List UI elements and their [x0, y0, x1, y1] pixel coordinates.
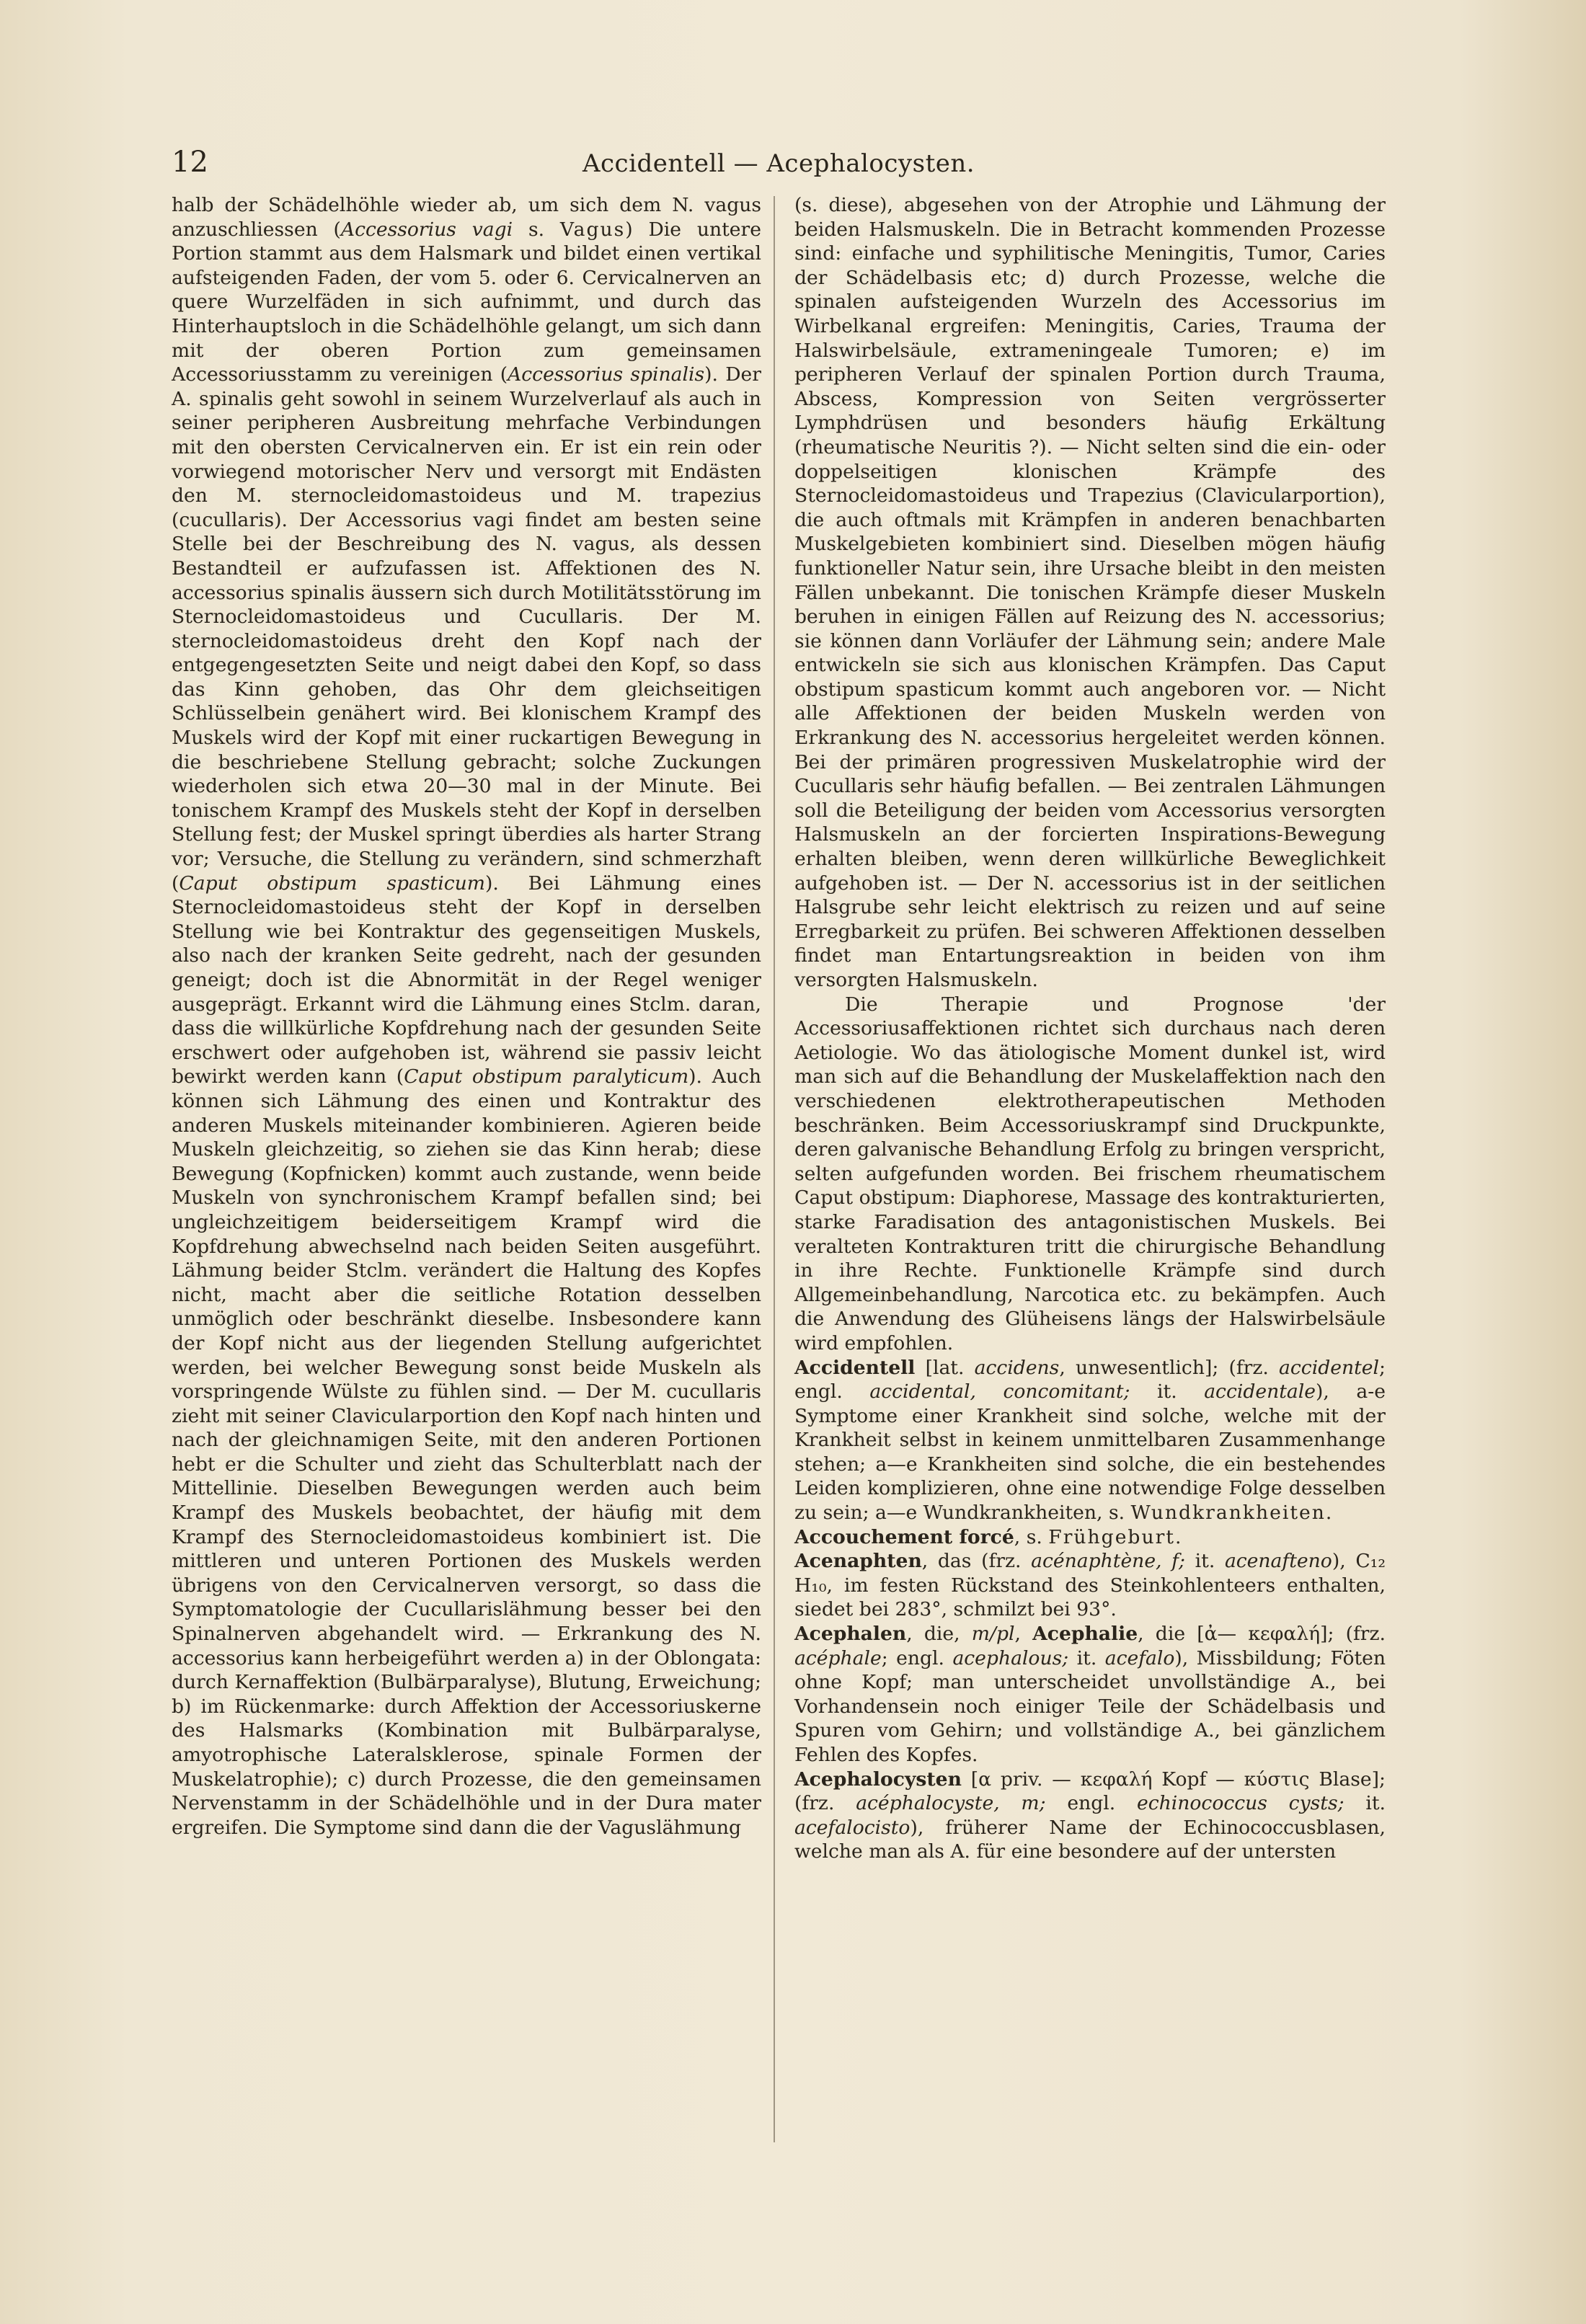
headword: Accouchement forcé	[794, 1525, 1014, 1548]
headword: Acenaphten	[794, 1550, 922, 1573]
column-divider	[774, 196, 775, 2142]
entry-accouchement-force: Accouchement forcé, s. Frühgeburt.	[794, 1525, 1182, 1548]
headword: Acephalie	[1032, 1623, 1138, 1646]
headword: Acephalen	[794, 1623, 907, 1646]
right-column	[794, 193, 1386, 1864]
paragraph: halb der Schädelhöhle wieder ab, um sich dem N. vagus anzuschliessen (Accessorius vagi s. Vagus) Die untere Portion stammt aus dem Halsmark und bildet einen vertikal aufsteigenden Faden, der vom 5. oder 6. Cervicalnerven an quere Wurzelfäden in sich aufnimmt, und durch das Hinterhauptsloch in die Schädelhöhle gelangt, um sich dann mit der oberen Portion zum gemeinsamen Accessoriusstamm zu vereinigen (Accessorius spinalis). Der A. spinalis geht sowohl in seinem Wurzelverlauf als auch in seiner peripheren Ausbreitung mehrfache Verbindungen mit den obersten Cervicalnerven ein. Er ist ein rein oder vorwiegend motorischer Nerv und versorgt mit Endästen den M. sternocleidomastoideus und M. trapezius (cucullaris). Der Accessorius vagi findet am besten seine Stelle bei der Beschreibung des N. vagus, als dessen Bestandteil er aufzufassen ist. Affektionen des N. accessorius spinalis äussern sich durch Motilitätsstörung im Sternocleidomastoideus und Cucullaris. Der M. sternocleidomastoideus dreht den Kopf nach der entgegengesetzten Seite und neigt dabei den Kopf, so dass das Kinn gehoben, das Ohr dem gleichseitigen Schlüsselbein genähert wird. Bei klonischem Krampf des Muskels wird der Kopf mit einer ruckartigen Bewegung in die beschriebene Stellung gebracht; solche Zuckungen wiederholen sich etwa 20—30 mal in der Minute. Bei tonischem Krampf des Muskels steht der Kopf in derselben Stellung fest; der Muskel springt überdies als harter Strang vor; Versuche, die Stellung zu verändern, sind schmerzhaft (Caput obstipum spasticum). Bei Lähmung eines Sternocleidomastoideus steht der Kopf in derselben Stellung wie bei Kontraktur des gegenseitigen Muskels, also nach der kranken Seite gedreht, nach der gesunden geneigt; doch ist die Abnormität in der Regel weniger ausgeprägt. Erkannt wird die Lähmung eines Stclm. daran, dass die willkürliche Kopfdrehung nach der gesunden Seite erschwert oder aufgehoben ist, während sie passiv leicht bewirkt werden kann (Caput obstipum paralyticum). Auch können sich Lähmung des einen und Kontraktur des anderen Muskels miteinander kombinieren. Agieren beide Muskeln gleichzeitig, so ziehen sie das Kinn herab; diese Bewegung (Kopfnicken) kommt auch zustande, wenn beide Muskeln von synchronischem Krampf befallen sind; bei ungleichzeitigem beiderseitigem Krampf wird die Kopfdrehung abwechselnd nach beiden Seiten ausgeführt. Lähmung beider Stclm. verändert die Haltung des Kopfes nicht, macht aber die seitliche Rotation desselben unmöglich oder beschränkt dieselbe. Insbesondere kann der Kopf nicht aus der liegenden Stellung aufgerichtet werden, bei welcher Bewegung sonst beide Muskeln als vorspringende Wülste zu fühlen sind. — Der M. cucullaris zieht mit seiner Clavicularportion den Kopf nach hinten und nach der gleichnamigen Seite, mit den anderen Portionen hebt er die Schulter und zieht das Schulterblatt nach der Mittellinie. Dieselben Bewegungen werden auch beim Krampf des Muskels beobachtet, der häufig mit dem Krampf des Sternocleidomastoideus kombiniert ist. Die mittleren und unteren Portionen des Muskels werden übrigens von den Cervicalnerven versorgt, so dass die Symptomatologie der Cucullarislähmung besser bei den Spinalnerven abgehandelt wird. — Erkrankung des N. accessorius kann herbeigeführt werden a) in der Oblongata: durch Kernaffektion (Bulbärparalyse), Blutung, Erweichung; b) im Rückenmarke: durch Affektion der Accessoriuskerne des Halsmarks (Kombination mit Bulbärparalyse, amyotrophische Lateralsklerose, spinale Formen der Muskelatrophie); c) durch Prozesse, die den gemeinsamen Nervenstamm in der Schädelhöhle und in der Dura mater ergreifen. Die Symptome sind dann die der Vaguslähmung	[172, 194, 762, 1839]
headword: Acephalocysten	[794, 1768, 962, 1791]
headword: Accidentell	[794, 1356, 916, 1379]
left-column	[172, 193, 761, 1840]
entry-acenaphten: Acenaphten, das (frz. acénaphtène, f; it. acenafteno), C₁₂ H₁₀, im festen Rückstand des Steinkohlenteers enthalten, siedet bei 283°, schmilzt bei 93°.	[794, 1550, 1386, 1621]
entry-accidentell: Accidentell [lat. accidens, unwesentlich]; (frz. accidentel; engl. accidental, concomitant; it. accidentale), a-e Symptome einer Krankheit sind solche, welche mit der Krankheit selbst in keinem unmittelbaren Zusammenhange stehen; a—e Krankheiten sind solche, die ein bestehendes Leiden komplizieren, ohne eine notwendige Folge desselben zu sein; a—e Wundkrankheiten, s. Wundkrankheiten.	[794, 1356, 1386, 1525]
paragraph: (s. diese), abgesehen von der Atrophie und Lähmung der beiden Halsmuskeln. Die in Betracht kommenden Prozesse sind: einfache und syphilitische Meningitis, Tumor, Caries der Schädelbasis etc; d) durch Prozesse, welche die spinalen aufsteigenden Wurzeln des Accessorius im Wirbelkanal ergreifen: Meningitis, Caries, Trauma der Halswirbelsäule, extrameningeale Tumoren; e) im peripheren Verlauf der spinalen Portion durch Trauma, Abscess, Kompression von Seiten vergrösserter Lymphdrüsen und besonders häufig Erkältung (rheumatische Neuritis ?). — Nicht selten sind die ein- oder doppelseitigen klonischen Krämpfe des Sternocleidomastoideus und Trapezius (Clavicularportion), die auch oftmals mit Krämpfen in anderen benachbarten Muskelgebieten kombiniert sind. Dieselben mögen häufig funktioneller Natur sein, ihre Ursache bleibt in den meisten Fällen unbekannt. Die tonischen Krämpfe dieser Muskeln beruhen in einigen Fällen auf Reizung des N. accessorius; sie können dann Vorläufer der Lähmung sein; andere Male entwickeln sie sich aus klonischen Krämpfen. Das Caput obstipum spasticum kommt auch angeboren vor. — Nicht alle Affektionen der beiden Muskeln werden von Erkrankung des N. accessorius hergeleitet werden können. Bei der primären progressiven Muskelatrophie wird der Cucullaris sehr häufig befallen. — Bei zentralen Lähmungen soll die Beteiligung der beiden vom Accessorius versorgten Halsmuskeln an der forcierten Inspirations-Bewegung erhalten bleiben, wenn deren willkürliche Beweglichkeit aufgehoben ist. — Der N. accessorius ist in der seitlichen Halsgrube sehr leicht elektrisch zu reizen und auf seine Erregbarkeit zu prüfen. Bei schweren Affektionen desselben findet man Entartungsreaktion in beiden von ihm versorgten Halsmuskeln.	[794, 194, 1386, 991]
page-number: 12	[172, 146, 208, 179]
page-header	[172, 144, 1386, 185]
entry-acephalen: Acephalen, die, m/pl, Acephalie, die [ἀ— κεφαλή]; (frz. acéphale; engl. acephalous; it. acefalo), Missbildung; Föten ohne Kopf; man unterscheidet unvollständige A., bei Vorhandensein noch einiger Teile der Schädelbasis und Spuren vom Gehirn; und vollständige A., bei gänzlichem Fehlen des Kopfes.	[794, 1623, 1386, 1766]
running-title: Accidentell — Acephalocysten.	[582, 149, 975, 178]
paragraph: Die Therapie und Prognose 'der Accessoriusaffektionen richtet sich durchaus nach deren Aetiologie. Wo das ätiologische Moment dunkel ist, wird man sich auf die Behandlung der Muskelaffektion nach den verschiedenen elektrotherapeutischen Methoden beschränken. Beim Accessoriuskrampf sind Druckpunkte, deren galvanische Behandlung Erfolg zu bringen verspricht, selten aufgefunden worden. Bei frischem rheumatischem Caput obstipum: Diaphorese, Massage des kontrakturierten, starke Faradisation des antagonistischen Muskels. Bei veralteten Kontrakturen tritt die chirurgische Behandlung in ihre Rechte. Funktionelle Krämpfe sind durch Allgemeinbehandlung, Narcotica etc. zu bekämpfen. Auch die Anwendung des Glüheisens längs der Halswirbelsäule wird empfohlen.	[794, 993, 1386, 1354]
entry-acephalocysten: Acephalocysten [α priv. — κεφαλή Kopf — κύστις Blase]; (frz. acéphalocyste, m; engl. echinococcus cysts; it. acefalocisto), früherer Name der Echinococcusblasen, welche man als A. für eine besondere auf der untersten	[794, 1768, 1386, 1863]
